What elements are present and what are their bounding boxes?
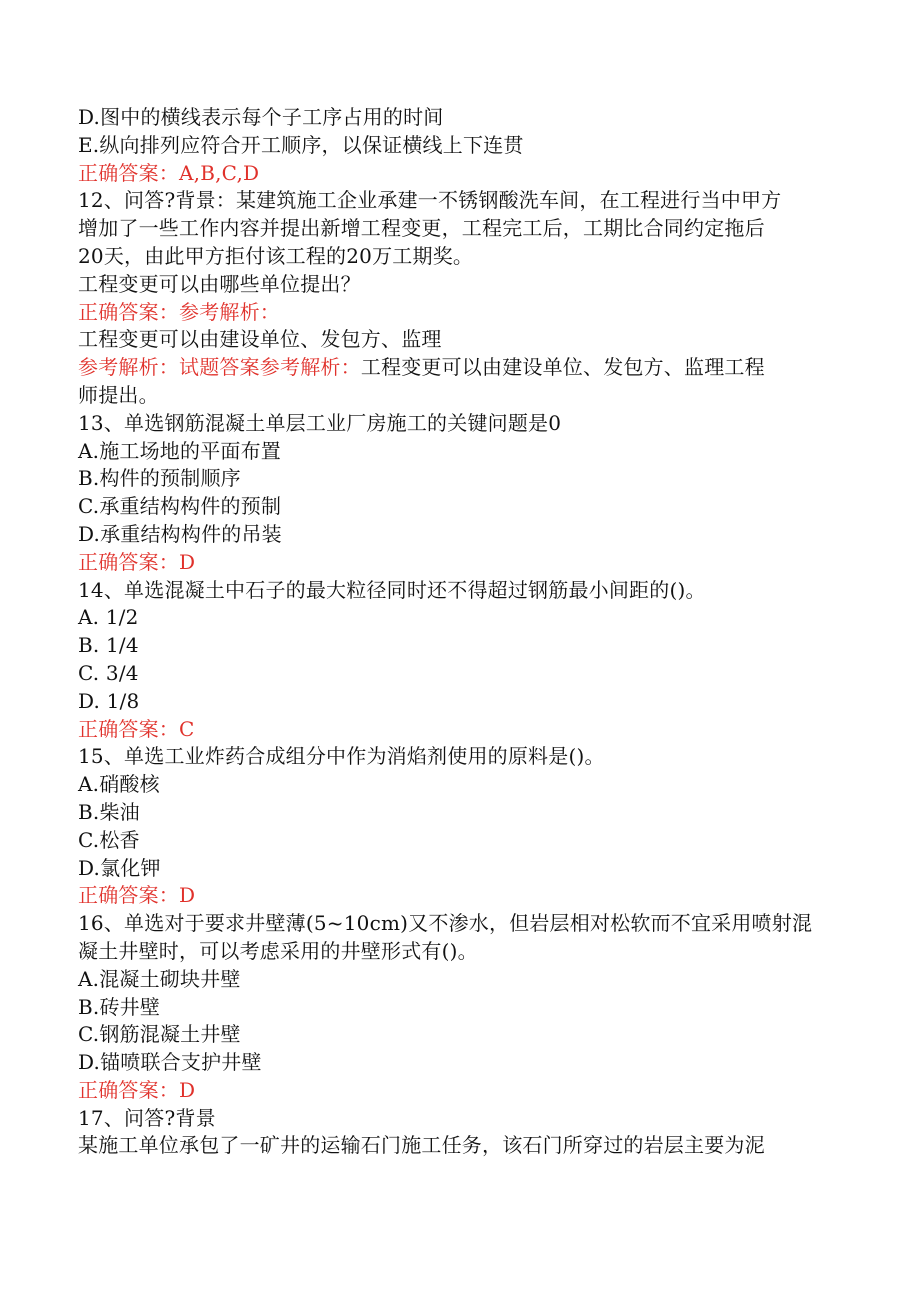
correct-answer-line: 正确答案：A,B,C,D [78,160,260,185]
question-line: 12、问答?背景：某建筑施工企业承建一不锈钢酸洗车间，在工程进行当中甲方 [78,188,782,213]
explanation-label: 参考解析：试题答案参考解析： [78,355,361,380]
correct-answer-line: 正确答案：C [78,716,195,741]
correct-answer-line: 正确答案：D [78,883,196,908]
option-line: E.纵向排列应符合开工顺序，以保证横线上下连贯 [78,132,524,157]
question-line: 增加了一些工作内容并提出新增工程变更，工程完工后，工期比合同约定拖后 [78,216,765,241]
correct-answer-line: 正确答案：参考解析： [78,299,280,324]
explanation-text: 工程变更可以由建设单位、发包方、监理工程 [360,355,765,380]
option-line: A.施工场地的平面布置 [78,438,282,463]
document-page [78,104,848,1160]
option-line: C. 3/4 [78,660,139,685]
question-line: 13、单选钢筋混凝土单层工业厂房施工的关键问题是0 [78,410,562,435]
correct-answer-line: 正确答案：D [78,1077,196,1102]
option-line: C.钢筋混凝土井壁 [78,1022,241,1047]
option-line: D.图中的横线表示每个子工序占用的时间 [78,105,444,129]
option-line: B.构件的预制顺序 [78,466,241,491]
question-line: 17、问答?背景 [78,1105,216,1130]
answer-body-line: 师提出。 [78,382,159,407]
option-line: B.砖井壁 [78,994,161,1019]
option-line: B.柴油 [78,799,140,824]
correct-answer-line: 正确答案：D [78,549,196,574]
answer-body-line: 某施工单位承包了一矿井的运输石门施工任务，该石门所穿过的岩层主要为泥 [78,1133,765,1158]
option-line: D.氯化钾 [78,855,161,880]
option-line: A.混凝土砌块井壁 [78,966,241,991]
question-line: 15、单选工业炸药合成组分中作为消焰剂使用的原料是()。 [78,744,605,769]
question-line: 20天，由此甲方拒付该工程的20万工期奖。 [78,243,474,268]
option-line: C.承重结构构件的预制 [78,494,282,519]
question-line: 16、单选对于要求井壁薄(5~10cm)又不渗水，但岩层相对松软而不宜采用喷射混 [78,911,813,936]
question-line: 凝土井壁时，可以考虑采用的井壁形式有()。 [78,938,478,963]
question-line: 工程变更可以由哪些单位提出？ [78,271,361,296]
option-line: D.锚喷联合支护井壁 [78,1050,262,1075]
option-line: D.承重结构构件的吊装 [78,521,282,546]
option-line: B. 1/4 [78,633,139,658]
option-line: D. 1/8 [78,688,140,713]
answer-body-line: 工程变更可以由建设单位、发包方、监理 [78,327,442,352]
explanation-line [78,354,848,382]
option-line: A.硝酸核 [78,772,160,797]
question-line: 14、单选混凝土中石子的最大粒径同时还不得超过钢筋最小间距的()。 [78,577,706,602]
option-line: C.松香 [78,827,140,852]
option-line: A. 1/2 [78,605,139,630]
